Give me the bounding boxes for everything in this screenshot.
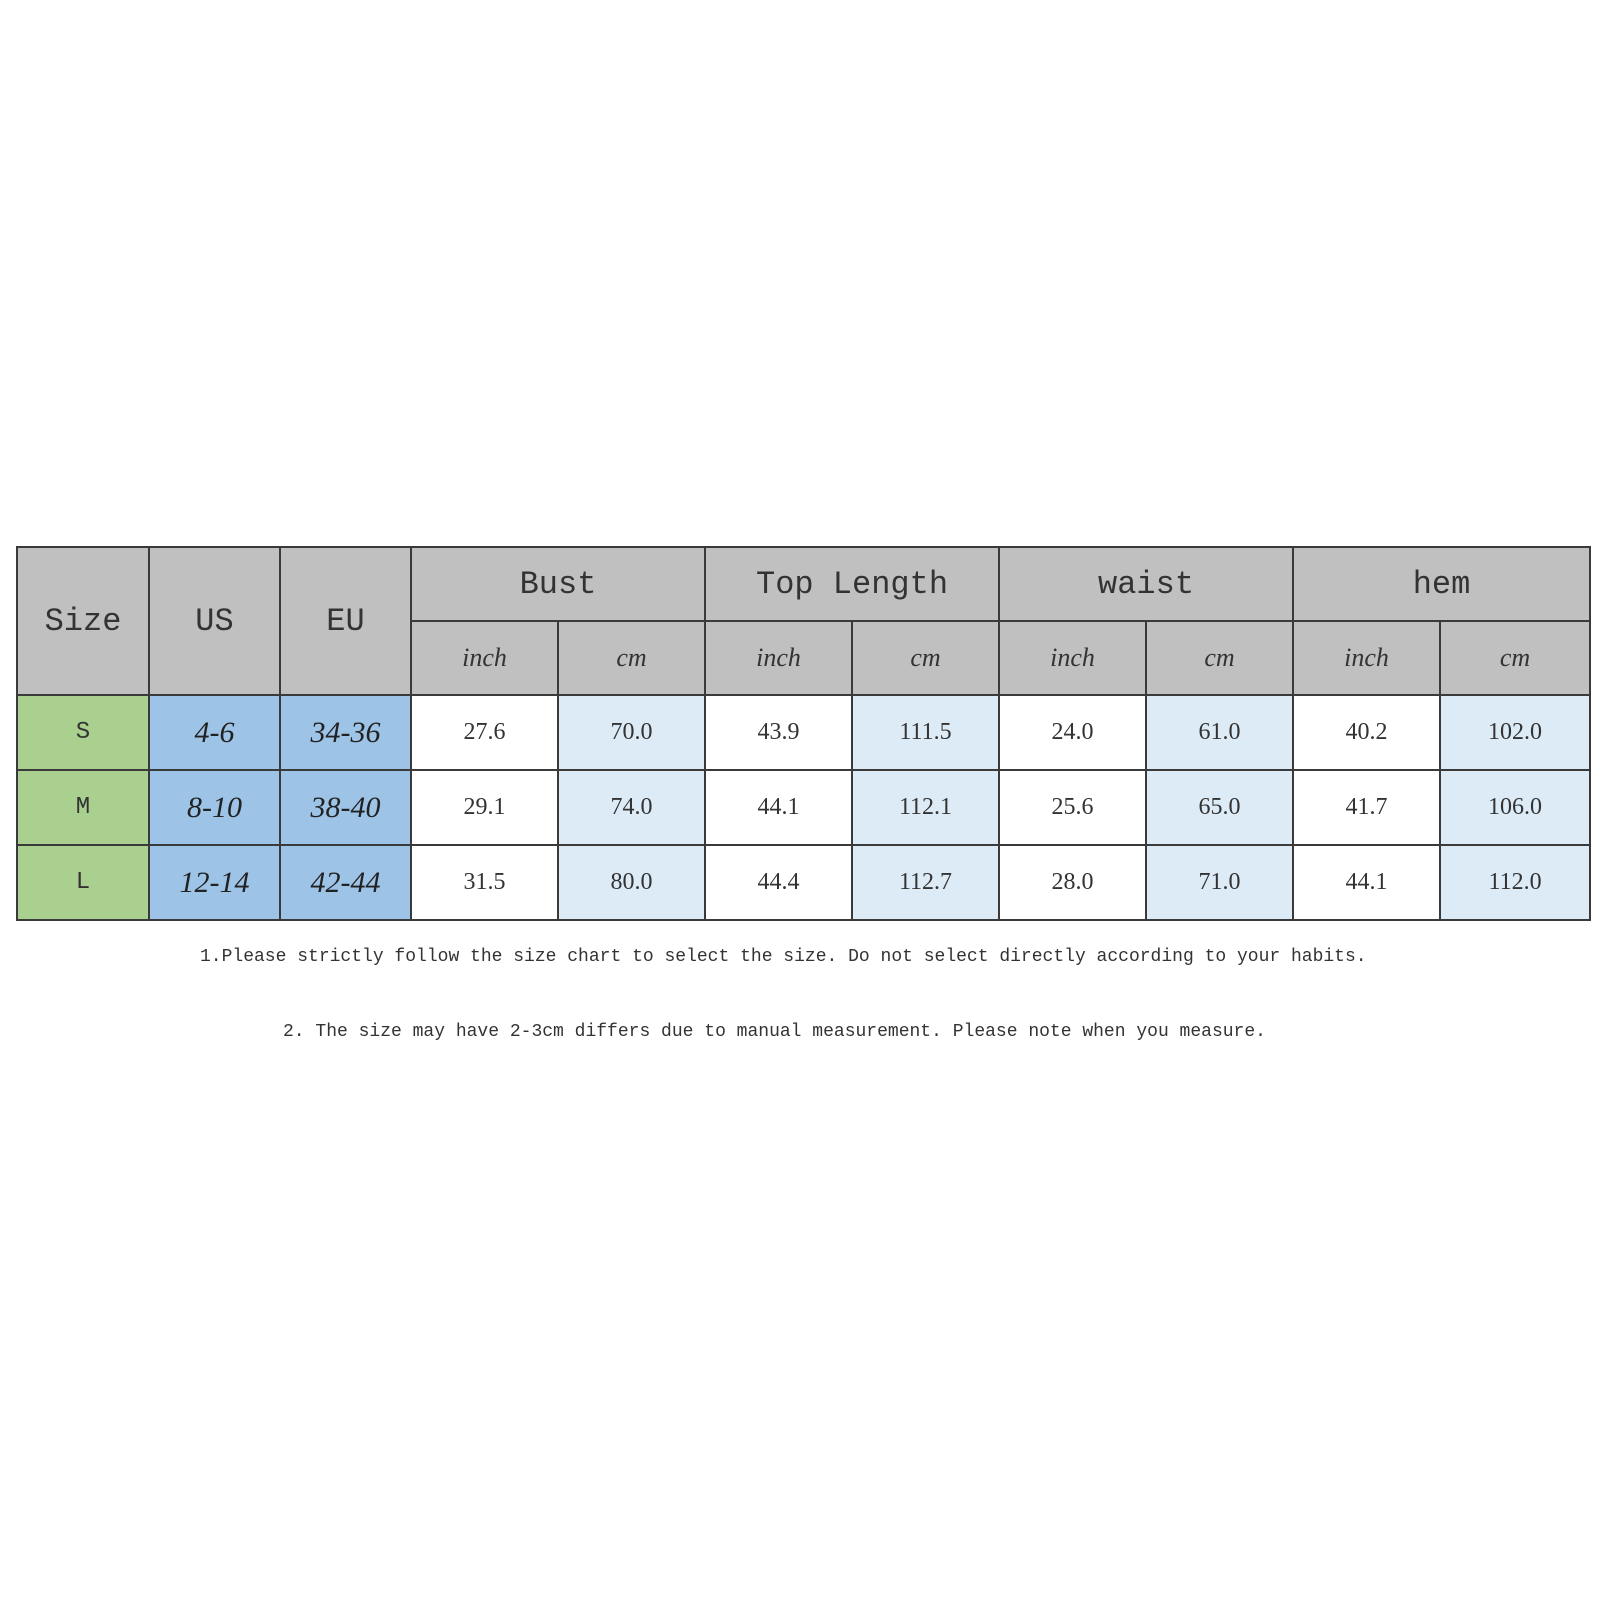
header-us: US — [149, 547, 280, 695]
us-size-cell: 4-6 — [149, 695, 280, 770]
waist-inch-cell: 24.0 — [999, 695, 1146, 770]
bust-cm-cell: 80.0 — [558, 845, 705, 920]
unit-inch: inch — [411, 621, 558, 695]
hem-cm-cell: 112.0 — [1440, 845, 1590, 920]
hem-inch-cell: 41.7 — [1293, 770, 1440, 845]
size-cell: M — [17, 770, 149, 845]
unit-cm: cm — [852, 621, 999, 695]
waist-cm-cell: 65.0 — [1146, 770, 1293, 845]
hem-cm-cell: 106.0 — [1440, 770, 1590, 845]
table-row — [17, 770, 1590, 845]
unit-inch: inch — [1293, 621, 1440, 695]
top-length-inch-cell: 44.4 — [705, 845, 852, 920]
top-length-cm-cell: 112.1 — [852, 770, 999, 845]
unit-inch: inch — [705, 621, 852, 695]
bust-cm-cell: 74.0 — [558, 770, 705, 845]
header-bust: Bust — [411, 547, 705, 621]
top-length-inch-cell: 44.1 — [705, 770, 852, 845]
header-size: Size — [17, 547, 149, 695]
bust-cm-cell: 70.0 — [558, 695, 705, 770]
size-note-2: 2. The size may have 2-3cm differs due to manual measurement. Please note when you measure. — [283, 1022, 1266, 1042]
size-cell: L — [17, 845, 149, 920]
us-size-cell: 8-10 — [149, 770, 280, 845]
size-note-1: 1.Please strictly follow the size chart to select the size. Do not select directly according to your habits. — [200, 947, 1367, 967]
waist-cm-cell: 61.0 — [1146, 695, 1293, 770]
eu-size-cell: 34-36 — [280, 695, 411, 770]
header-eu: EU — [280, 547, 411, 695]
unit-inch: inch — [999, 621, 1146, 695]
unit-cm: cm — [558, 621, 705, 695]
unit-cm: cm — [1146, 621, 1293, 695]
bust-inch-cell: 29.1 — [411, 770, 558, 845]
top-length-cm-cell: 111.5 — [852, 695, 999, 770]
top-length-cm-cell: 112.7 — [852, 845, 999, 920]
hem-inch-cell: 40.2 — [1293, 695, 1440, 770]
waist-inch-cell: 25.6 — [999, 770, 1146, 845]
header-row-groups — [17, 547, 1590, 621]
waist-cm-cell: 71.0 — [1146, 845, 1293, 920]
top-length-inch-cell: 43.9 — [705, 695, 852, 770]
header-top-length: Top Length — [705, 547, 999, 621]
us-size-cell: 12-14 — [149, 845, 280, 920]
size-chart-table — [16, 546, 1591, 921]
unit-cm: cm — [1440, 621, 1590, 695]
size-cell: S — [17, 695, 149, 770]
header-waist: waist — [999, 547, 1293, 621]
header-hem: hem — [1293, 547, 1590, 621]
waist-inch-cell: 28.0 — [999, 845, 1146, 920]
bust-inch-cell: 27.6 — [411, 695, 558, 770]
hem-inch-cell: 44.1 — [1293, 845, 1440, 920]
eu-size-cell: 42-44 — [280, 845, 411, 920]
eu-size-cell: 38-40 — [280, 770, 411, 845]
table-row — [17, 845, 1590, 920]
bust-inch-cell: 31.5 — [411, 845, 558, 920]
hem-cm-cell: 102.0 — [1440, 695, 1590, 770]
table-row — [17, 695, 1590, 770]
